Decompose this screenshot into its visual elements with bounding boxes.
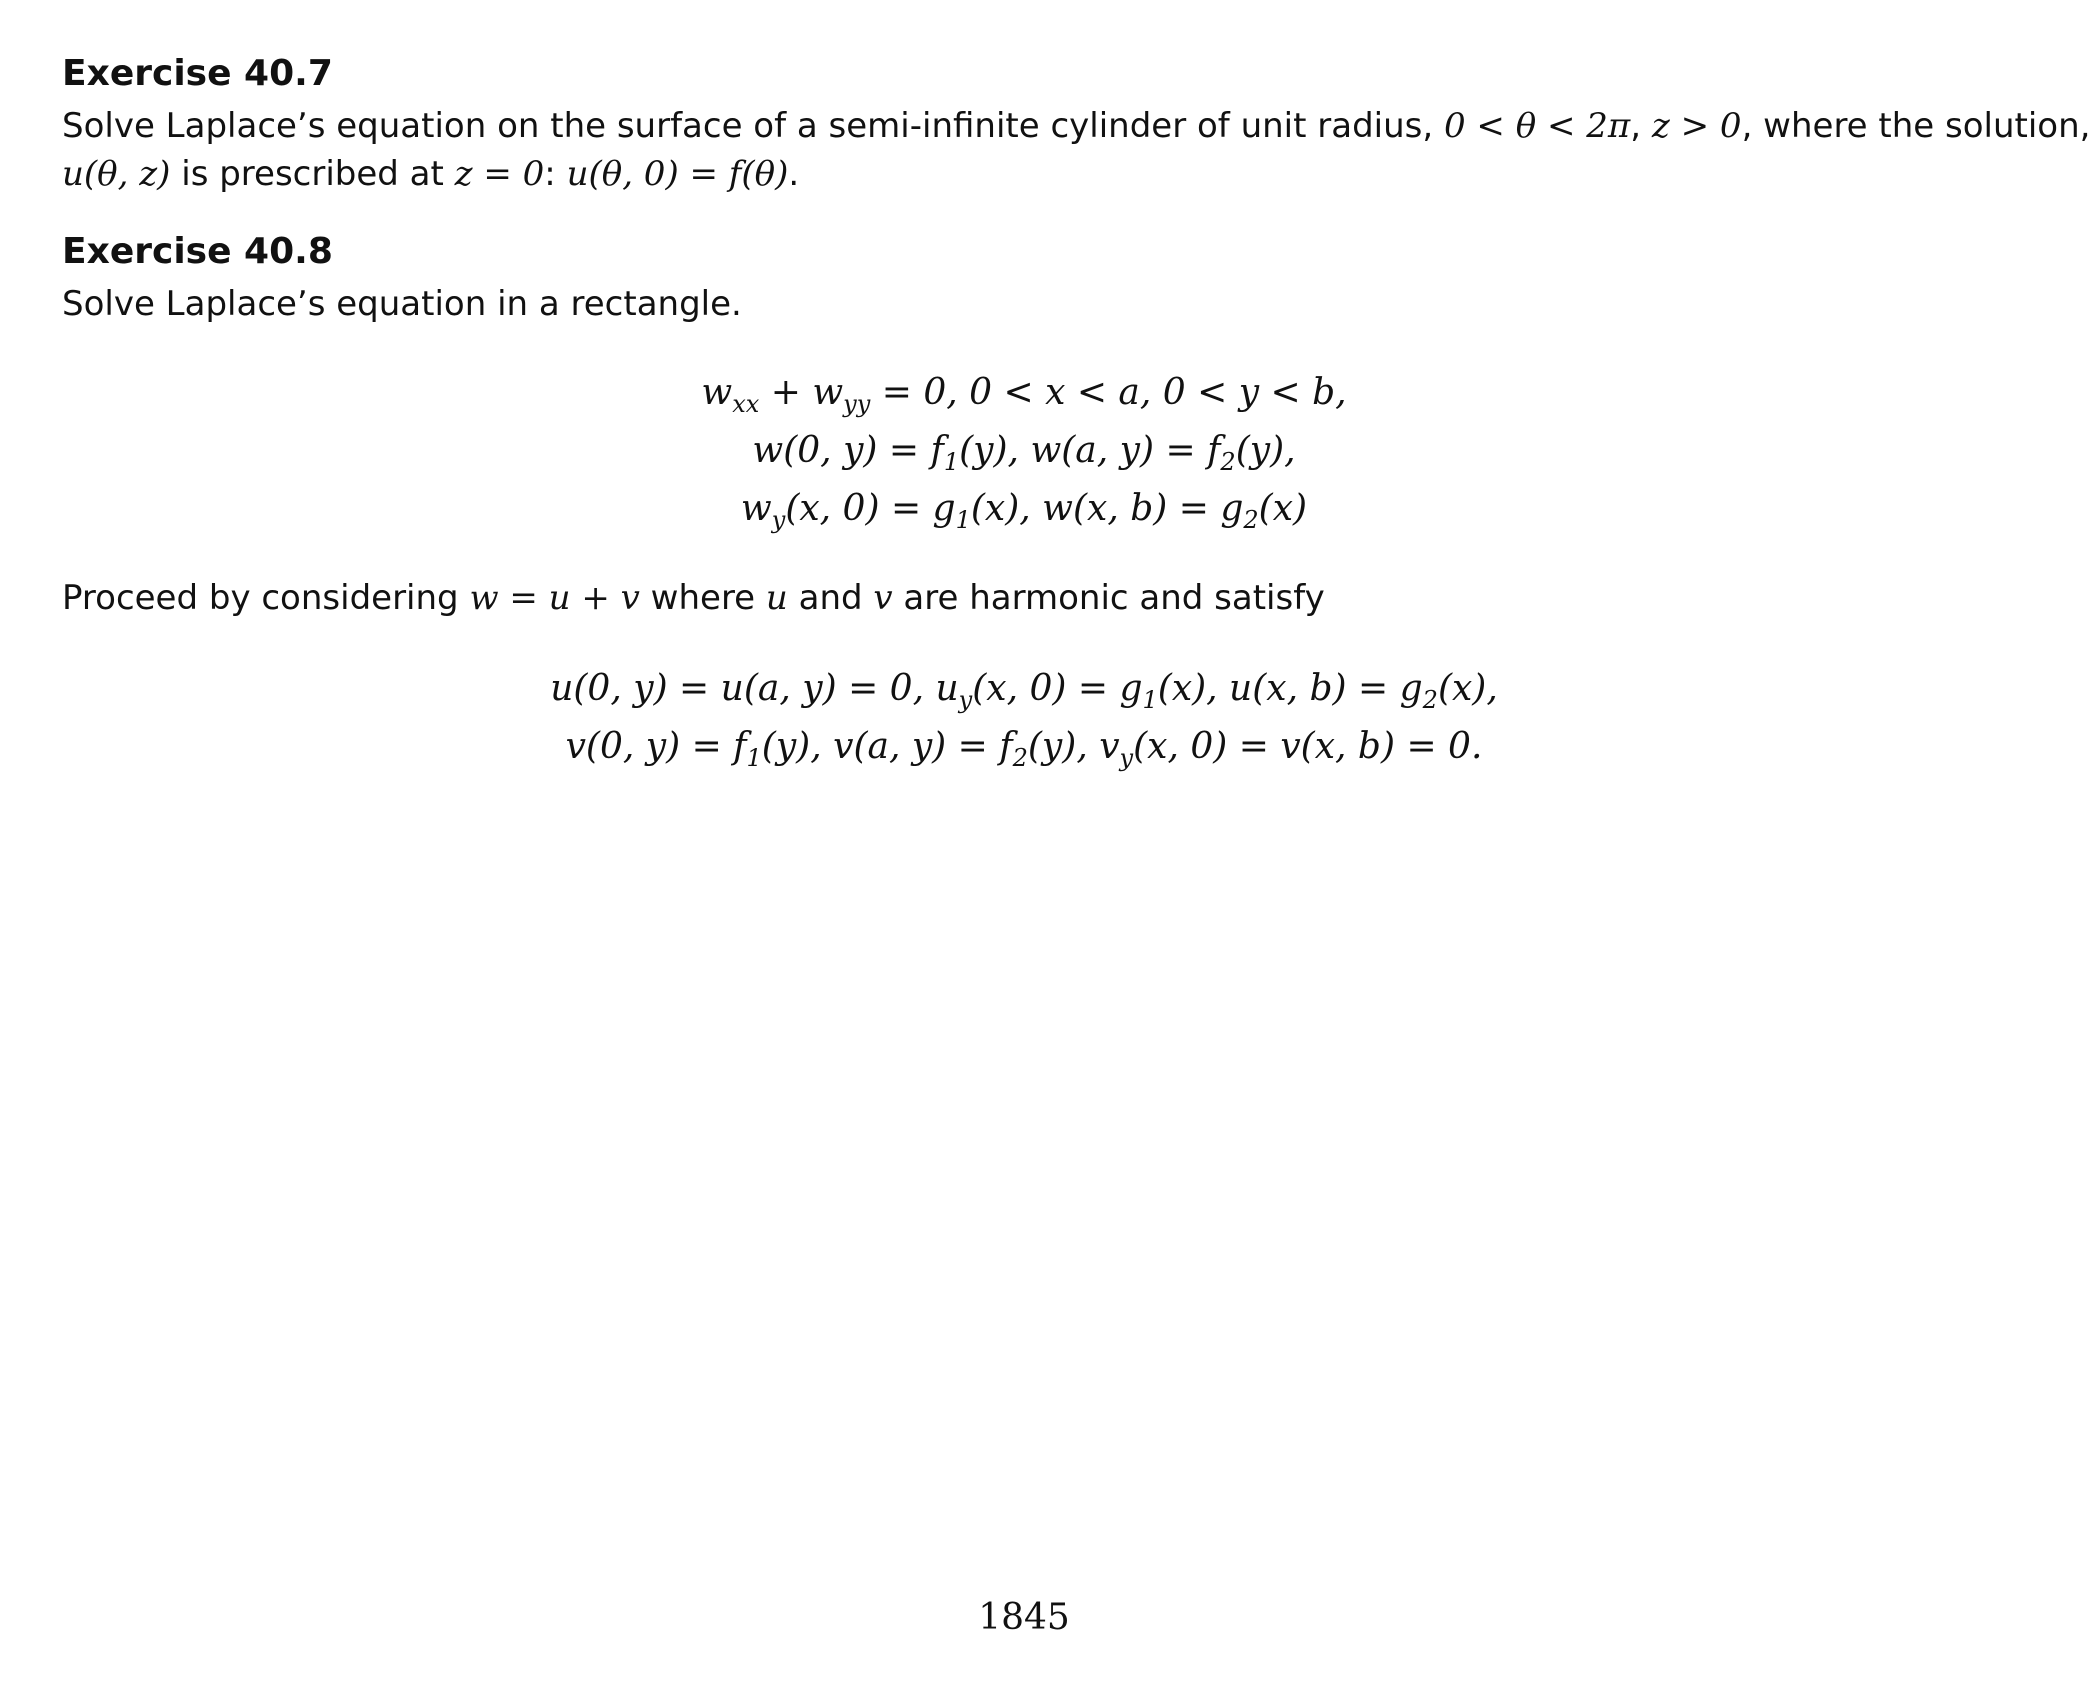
equation-line-4: u(0, y) = u(a, y) = 0, $u_y(x$, $0) = g_1(x)$, u(x, $b) = g_2(x)$, [550,668,1498,715]
text-segment: is prescribed at [170,154,455,194]
exercise-40-7-text-line-2 [62,150,2002,198]
page-number: 1845 [978,1597,1070,1638]
text-segment: where [639,578,766,618]
text-segment: Proceed by considering [62,578,470,618]
text-segment: and [787,578,874,618]
text-segment: Solve Laplace’s equation on the surface of a semi-infinite cylinder of unit radius, [62,106,1444,146]
exercise-40-7-title: Exercise 40.7 [62,53,333,94]
math-inline: w = u + v [469,578,640,618]
text-segment: are harmonic and satisfy [892,578,1325,618]
equation-line-3: $w_y(x$, $0) = g_1(x)$, w(x, $b) = g_2(x)$ [740,488,1308,535]
equation-line-1: $w_{xx} + w_{yy} = 0$, 0 < x < a, 0 < y < b, [701,372,1347,419]
text-segment: , where the solution, [1741,106,2090,146]
exercise-40-8-title: Exercise 40.8 [62,231,333,272]
text-segment: . [788,154,800,194]
text-segment: : [544,154,567,194]
math-inline: 0 < θ < 2π [1443,106,1631,146]
text-segment: , [1630,106,1652,146]
equation-line-5: v(0, $y) = f_1(y)$, v(a, $y) = f_2(y)$, $v_y(x$, 0) = v(x, b) = 0. [565,726,1483,773]
exercise-40-8-text-line-1: Solve Laplace’s equation in a rectangle. [62,284,742,324]
proceed-text [62,574,2002,622]
math-inline: z = 0 [454,154,545,194]
math-inline: u(θ, z) [62,154,171,194]
equation-line-2: w(0, $y) = f_1(y)$, w(a, $y) = f_2(y)$, [752,430,1296,477]
math-inline: u(θ, 0) = f(θ) [566,154,789,194]
math-inline: z > 0 [1651,106,1742,146]
exercise-40-7-text-line-1 [62,102,2090,150]
math-inline: u [765,578,788,618]
math-inline: v [873,578,893,618]
